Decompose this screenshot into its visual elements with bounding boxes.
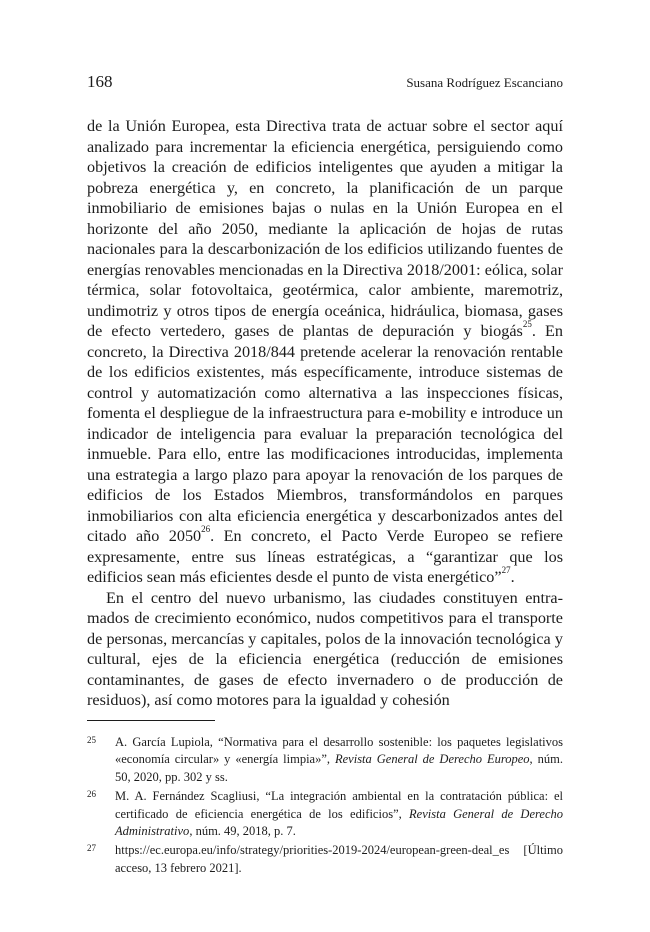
body-text — [87, 116, 563, 711]
footnote-text-details: , núm. 49, 2018, p. 7. — [189, 824, 296, 839]
footnote-text-plain: A. García Lupiola, “Normativa para el desarrollo sostenible: los paquetes legislativos «economía circular» y «energía limpia»”, — [115, 735, 563, 767]
paragraph-1 — [87, 116, 563, 588]
footnote-reference-26[interactable]: 26 — [201, 524, 211, 534]
footnote-text — [115, 788, 563, 840]
footnote-number: 25 — [87, 735, 96, 745]
footnote-journal-title: Revista General de Derecho Europeo — [334, 752, 530, 767]
paragraph-1-segment-1: de la Unión Europea, esta Directiva trata de actuar sobre el sector aquí analizado para incrementar la eficiencia energética, persiguiendo como objetivos la creación de edificios inteligentes que ayuden a mitigar la pobreza energética y, en concreto, la planificación de un parque inmobiliario de emisiones bajas o nulas en la Unión Europea en el horizonte del año 2050, mediante la aplicación de hojas de rutas nacionales para la descarbonización de los edificios utilizando fuentes de energías renovables mencionadas en la Directiva 2018/2001: eólica, solar térmica, solar fotovoltaica, geotérmica, calor ambiente, maremotriz, undimotriz y otros tipos de energía oceánica, hidráulica, biomasa, gases de efecto vertedero, gases de plantas de depuración y biogás — [87, 117, 563, 340]
footnote-text — [115, 734, 563, 786]
footnote-27 — [87, 842, 563, 877]
footnote-reference-25[interactable]: 25 — [522, 319, 532, 329]
paragraph-2: En el centro del nuevo urbanismo, las ciudades constituyen entramados de crecimiento económico, nudos competitivos para el transporte de personas, mercancías y capitales, polos de la innovación tecnológica y cultural, ejes de la eficiencia energética (reducción de emisiones contaminantes, de gases de efecto invernadero o de producción de residuos), así como motores para la igualdad y cohesión — [87, 588, 563, 709]
page-number: 168 — [87, 72, 113, 91]
paragraph-1-segment-4: . — [510, 568, 515, 586]
footnote-text[interactable] — [115, 842, 563, 877]
paragraph-1-segment-2: . En concreto, la Directiva 2018/844 pretende acelerar la renovación rentable de los edificios existentes, más específicamente, introduce sistemas de control y automatización como alternativa a las inspecciones físicas, fomenta el despliegue de la infraestructura para e-mobility e introduce un indicador de inteligencia para evaluar la preparación tecnológica del inmueble. Para ello, entre las modificaciones introducidas, implementa una estrategia a largo plazo para apoyar la renovación de los parques de edificios de los Estados Miembros, transformándolos en parques inmobiliarios con alta eficiencia energética y descarbonizados antes del citado año 2050 — [87, 322, 563, 545]
footnote-26 — [87, 788, 563, 840]
footnote-url-link[interactable]: https://ec.europa.eu/info/strategy/priorities-2019-2024/european-green-deal_es [Último acceso, 13 febrero 2021]. — [115, 843, 563, 875]
footnote-number: 27 — [87, 843, 96, 854]
footnotes — [87, 734, 563, 879]
footnote-journal-title: Revista General de Derecho Administrativo — [115, 806, 564, 839]
paragraph-1-segment-3: . En concreto, el Pacto Verde Europeo se refiere expresamente, entre sus líneas estratégicas, a “garantizar que los edificios sean más eficientes desde el punto de vista energético” — [87, 527, 563, 586]
footnote-25 — [87, 734, 563, 786]
footnote-number: 26 — [87, 789, 96, 800]
footnote-text-plain: M. A. Fernández Scagliusi, “La integración ambiental en la contratación pública: el certificado de eficiencia energética de los edificios”, — [115, 789, 563, 821]
footnote-reference-27[interactable]: 27 — [501, 565, 511, 575]
page-header — [87, 72, 563, 94]
footnote-text-details: , núm. 50, 2020, pp. 302 y ss. — [115, 752, 563, 784]
footnote-separator — [87, 720, 215, 721]
running-head-author: Susana Rodríguez Escanciano — [406, 75, 563, 90]
